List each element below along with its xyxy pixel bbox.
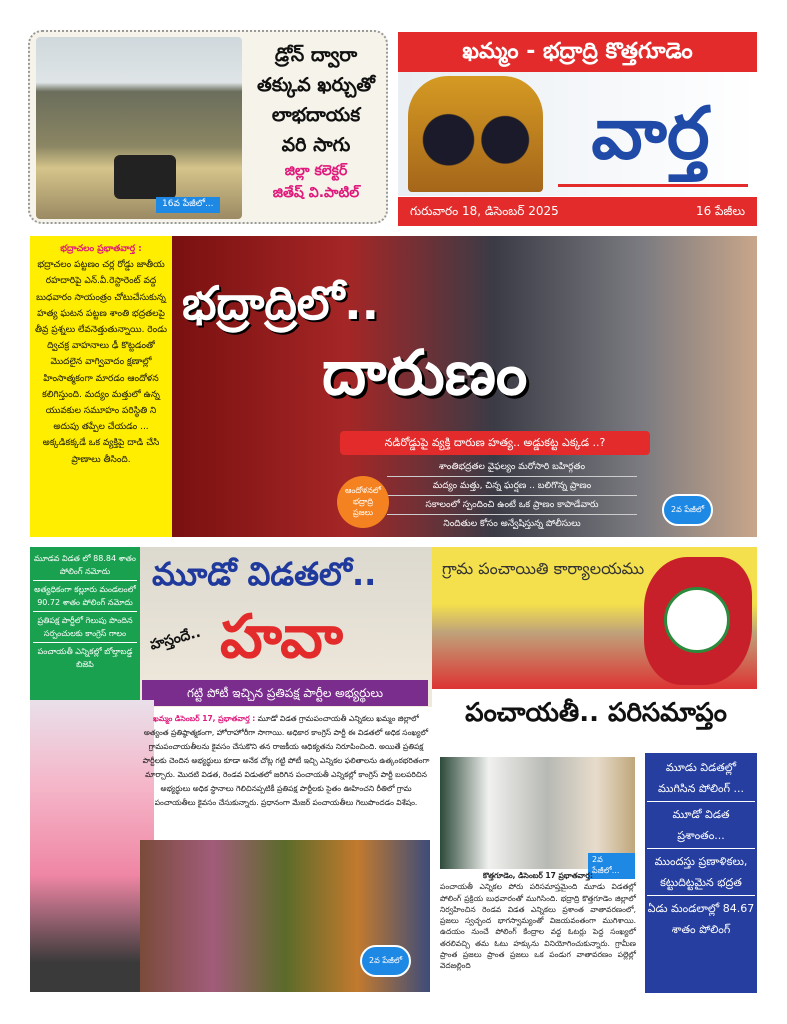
headline-part1: భద్రాద్రిలో.. — [182, 276, 380, 330]
highlight: మూడు విడతల్లో ముగిసిన పోలింగ్ ... — [647, 755, 755, 802]
side-point: అత్యధికంగా కల్లూరు మండలంలో 90.72 శాతం పోలింగ్ నమోదు — [33, 581, 137, 612]
headline-line: వరి సాగు — [281, 134, 351, 156]
masthead-dateline — [398, 197, 757, 226]
circle-line: ఆందోళనలో — [344, 486, 382, 495]
drone-image — [114, 155, 176, 199]
crime-story[interactable] — [30, 236, 757, 537]
subheadline: గట్టి పోటీ ఇచ్చిన ప్రతిపక్ష పార్టీల అభ్యర్థులు — [142, 680, 428, 706]
page-ref-tag[interactable]: 2వ పేజీలో... — [588, 853, 635, 879]
crime-sidebar — [30, 236, 172, 537]
dateline: ఖమ్మం డిసెంబర్ 17, ప్రభాతవార్త : — [153, 714, 256, 723]
dateline: భద్రాచలం ప్రభాతవార్త : — [60, 244, 142, 254]
headline-line: లాభదాయక — [271, 104, 361, 126]
circle-line: భద్రాద్రి — [353, 497, 373, 506]
headline-part2: దారుణం — [322, 336, 528, 409]
drone-headline — [246, 40, 386, 204]
story-body: పంచాయతీ ఎన్నికల పోరు పరిసమాప్తమైంది మూడు విడతల్లో పోలింగ్ ప్రక్రియ బుధవారంతో ముగిసింది. భద్రాద్రి కొత్తగూడెం జిల్లాలో నిర్వహించిన రెండవ విడత ఎన్నికలు ప్రశాంత వాతావరణంలో, ప్రజలు స్వచ్ఛంద భాగస్వామ్యంతో విజయవంతంగా ముగిశాయి. ఉదయం నుంచే పోలింగ్ కేంద్రాల వద్ద ఓటర్లు పెద్ద సంఖ్యలో తరలివచ్చి తమ ఓటు హక్కును వినియోగించుకున్నారు. గ్రామీణ ప్రాంత ప్రజలు ప్రాంత ప్రజలు ఒక పండుగ వాతావరణం పల్లెల్లో వెదజల్లింది — [440, 882, 636, 971]
story-body: భద్రాచలం పట్టణం చర్ల రోడ్డు జాతీయ రహదారిపై ఎన్.వీ.రెస్టారెంట్ వద్ద బుధవారం సాయంత్రం చోటుచేసుకున్న హత్య ఘటన పట్టణ శాంతి భద్రతలపై తీవ్ర ప్రశ్నలు లేవనెత్తుతున్నాయి. రెండు ద్విచక్ర వాహనాలు ఢీ కొట్టడంతో మొదలైన వాగ్వివాదం క్షణాల్లో హింసాత్మకంగా మారడం ఆందోళన కలిగిస్తుంది. మద్యం మత్తులో ఉన్న యువకుల సమూహం పరిస్థితి ని అదుపు తప్పేల చేయడం ... అక్కడికక్కడే ఒక వ్యక్తిపై దాడి చేసి ప్రాణాలు తీసింది. — [35, 260, 167, 465]
masthead-logo-area — [398, 72, 757, 196]
side-point: మూడవ విడత లో 88.84 శాతం పోలింగ్ నమోదు — [33, 550, 137, 581]
polling-highlights-box — [645, 753, 757, 993]
story-body: మూడో విడత గ్రామపంచాయతీ ఎన్నికలు ఖమ్మం జిల్లాలో అత్యంత ప్రతిష్ఠాత్మకంగా, హోరాహోరీగా సాగాయి. అధికార కాంగ్రెస్ పార్టీ ఈ విడతలో అధిక సంఖ్యలో గ్రామపంచాయతీలను కైవసం చేసుకొని తన రాజకీయ ఆధిక్యతను నిరూపించింది. అయితే ప్రతిపక్ష పార్టీలకు చెందిన అభ్యర్థులు కూడా అనేక చోట్ల గట్టి పోటీ ఇచ్చి ఎన్నికల ఫలితాలను ఉత్కంఠభరితంగా మార్చారు. మొదటి విడత, రెండవ విడుతలో జరిగిన పంచాయతీ ఎన్నికల్లో కాంగ్రెస్ పార్టీ బలపరిచిన అభ్యర్థులు అధిక స్థానాలు గెలిచినప్పటికీ ప్రతిపక్ష పార్టీలకు సైతం ఊహించని రీతిలో గ్రామ పంచాయతీలు కైవసం చేసుకున్నారు. ప్రధానంగా మేజర్ పంచాయతీలు గెలుపొందడం విశేషం. — [142, 714, 430, 807]
subheadline: నడిరోడ్డుపై వ్యక్తి దారుణ హత్య.. అడ్డుకట్ట ఎక్కడ ..? — [340, 431, 650, 455]
byline: జిల్లా కలెక్టర్ — [284, 163, 348, 179]
logo-underline — [558, 184, 748, 187]
key-point: నిందితుల కోసం అన్వేషిస్తున్న పోలీసులు — [443, 519, 581, 529]
page-ref-badge[interactable]: 2వ పేజీలో — [360, 945, 411, 977]
newspaper-logo: వార్త — [591, 91, 710, 175]
masthead-region: ఖమ్మం - భద్రాద్రి కొత్తగూడెం — [398, 32, 757, 72]
drone-story[interactable] — [28, 30, 388, 224]
office-sign: గ్రామ పంచాయితి కార్యాలయము — [442, 559, 645, 578]
key-point: శాంతిభద్రతల వైఫల్యం మరోసారి బహిర్గతం — [387, 458, 637, 477]
polling-officials-photo — [440, 757, 635, 875]
telangana-map — [644, 557, 752, 685]
key-point: సకాలంలో స్పందించి ఉంటే ఒక ప్రాణం కాపాడేవారు — [387, 496, 637, 515]
crime-scene-photo — [172, 236, 757, 537]
poll-headline-block[interactable] — [140, 547, 432, 707]
highlight: ముందస్తు ప్రణాళికలు, కట్టుదిట్టమైన భద్రత — [647, 849, 755, 896]
page-ref-tag[interactable]: 16వ పేజీలో... — [156, 197, 220, 213]
drone-demo-photo — [36, 37, 242, 219]
headline-part2: హవా — [220, 602, 343, 672]
dateline: కొత్తగూడెం, డిసెంబర్ 17 ప్రభాతవార్త: — [483, 871, 593, 880]
highlight: మూడో విడత ప్రశాంతం... — [647, 802, 755, 849]
headline-kicker: హస్తందే.. — [148, 624, 203, 654]
panchayat-office-image — [432, 547, 757, 689]
panchayat-story-body — [440, 870, 636, 972]
highlight: ఏడు మండలాల్లో 84.67 శాతం పోలింగ్ — [647, 902, 755, 936]
women-voters-photo — [140, 840, 430, 992]
headline-line: డ్రోన్ ద్వారా — [274, 44, 358, 66]
poll-sidebar — [30, 547, 140, 704]
headline-part1: మూడో విడతలో.. — [152, 555, 377, 593]
voter-girl-photo — [30, 700, 154, 992]
side-point: ప్రతిపక్ష పార్టీలో గెలుపు పొందిన సర్పంచులకు కాంగ్రెస్ గాలం — [33, 612, 137, 643]
circle-line: ప్రజలు — [353, 508, 373, 517]
key-point: మద్యం మత్తు, చిన్న ఘర్షణ .. బలిగొన్న ప్రాణం — [387, 477, 637, 496]
page-ref-badge[interactable]: 2వ పేజీలో — [662, 494, 713, 526]
issue-date: గురువారం 18, డిసెంబర్ 2025 — [410, 204, 559, 218]
concern-circle — [337, 476, 389, 528]
page-count: 16 పేజీలు — [695, 204, 745, 218]
side-point: పంచాయతీ ఎన్నికల్లో బోల్తాబడ్డ బిజెపి — [37, 647, 133, 669]
poll-story-body — [142, 712, 430, 810]
key-points — [387, 458, 637, 533]
byline: జితేష్ వి.పాటిల్ — [272, 185, 360, 201]
telangana-seal-icon — [664, 587, 730, 653]
headline-line: తక్కువ ఖర్చుతో — [257, 74, 375, 96]
panchayat-headline[interactable]: పంచాయతీ.. పరిసమాప్తం — [465, 698, 727, 728]
temple-deity-image — [408, 76, 543, 192]
